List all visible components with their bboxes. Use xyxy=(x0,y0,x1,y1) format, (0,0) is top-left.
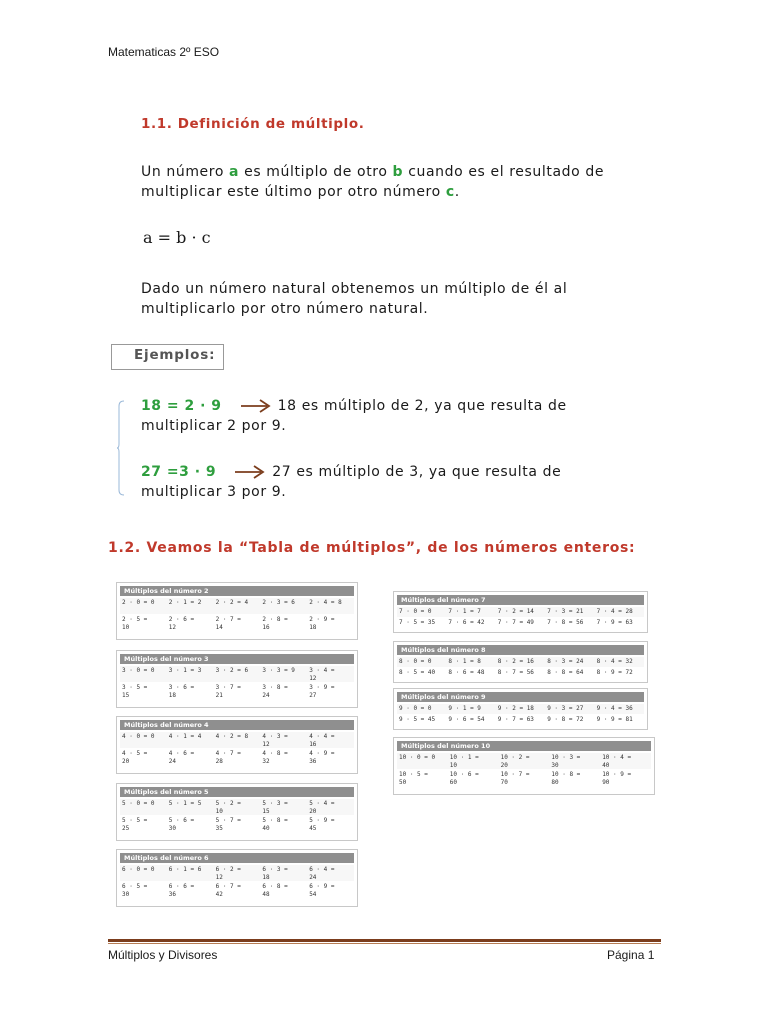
table-cell: 10 · 4 = 40 xyxy=(600,753,651,770)
table-cell: 10 · 3 = 30 xyxy=(549,753,600,770)
example-text-2: 27 es múltiplo de 3, ya que resulta de xyxy=(272,464,562,480)
multiples-table-5 xyxy=(116,783,358,841)
table-cell: 10 · 0 = 0 xyxy=(397,753,448,770)
table-cell: 6 · 5 = 30 xyxy=(120,882,167,899)
table-cell: 4 · 0 = 0 xyxy=(120,732,167,749)
table-cell: 9 · 2 = 18 xyxy=(496,704,545,715)
table-cell: 4 · 4 = 16 xyxy=(307,732,354,749)
table-cell: 5 · 0 = 0 xyxy=(120,799,167,816)
section-title-definition: 1.1. Definición de múltiplo. xyxy=(141,116,365,132)
arrow-right-icon xyxy=(235,465,265,479)
table-cell: 5 · 5 = 25 xyxy=(120,816,167,833)
table-cell: 9 · 1 = 9 xyxy=(446,704,495,715)
multiples-table-10 xyxy=(393,737,655,795)
table-title: Múltiplos del número 2 xyxy=(120,586,354,596)
table-cell: 2 · 2 = 4 xyxy=(214,598,261,615)
formula: a = b · c xyxy=(143,228,211,247)
table-cell: 10 · 8 = 80 xyxy=(549,770,600,787)
definition-text-1: Un número xyxy=(141,164,230,180)
table-cell: 3 · 6 = 18 xyxy=(167,683,214,700)
table-cell: 3 · 3 = 9 xyxy=(260,666,307,683)
table-cell: 2 · 9 = 18 xyxy=(307,615,354,632)
multiples-table-7 xyxy=(393,591,648,633)
table-cell: 2 · 6 = 12 xyxy=(167,615,214,632)
table-cell: 10 · 6 = 60 xyxy=(448,770,499,787)
table-cell: 4 · 3 = 12 xyxy=(260,732,307,749)
example-equation-1: 18 = 2 · 9 xyxy=(141,398,222,414)
table-cell: 6 · 6 = 36 xyxy=(167,882,214,899)
table-title: Múltiplos del número 9 xyxy=(397,692,644,702)
table-cell: 2 · 1 = 2 xyxy=(167,598,214,615)
multiples-table-3 xyxy=(116,650,358,708)
table-cell: 8 · 7 = 56 xyxy=(496,668,545,679)
table-cell: 7 · 1 = 7 xyxy=(446,607,495,618)
table-cell: 8 · 8 = 64 xyxy=(545,668,594,679)
table-cell: 2 · 3 = 6 xyxy=(260,598,307,615)
natural-number-paragraph: Dado un número natural obtenemos un múltiplo de él al multiplicarlo por otro número natural. xyxy=(141,281,568,317)
table-cell: 2 · 0 = 0 xyxy=(120,598,167,615)
multiples-table-2 xyxy=(116,582,358,640)
table-cell: 3 · 8 = 24 xyxy=(260,683,307,700)
table-cell: 9 · 4 = 36 xyxy=(595,704,644,715)
table-cell: 3 · 5 = 15 xyxy=(120,683,167,700)
table-cell: 5 · 6 = 30 xyxy=(167,816,214,833)
table-cell: 7 · 9 = 63 xyxy=(595,618,644,629)
table-cell: 5 · 2 = 10 xyxy=(214,799,261,816)
example-item-1 xyxy=(141,396,661,436)
example-equation-2: 27 =3 · 9 xyxy=(141,464,217,480)
example-item-2 xyxy=(141,462,661,502)
table-title: Múltiplos del número 6 xyxy=(120,853,354,863)
examples-label: Ejemplos: xyxy=(134,347,216,363)
table-title: Múltiplos del número 7 xyxy=(397,595,644,605)
table-cell: 7 · 7 = 49 xyxy=(496,618,545,629)
table-cell: 7 · 0 = 0 xyxy=(397,607,446,618)
page-header: Matematicas 2º ESO xyxy=(108,45,220,59)
table-title: Múltiplos del número 3 xyxy=(120,654,354,664)
table-cell: 3 · 0 = 0 xyxy=(120,666,167,683)
table-cell: 8 · 9 = 72 xyxy=(595,668,644,679)
page-number: Página 1 xyxy=(607,948,655,962)
table-cell: 7 · 8 = 56 xyxy=(545,618,594,629)
table-cell: 3 · 2 = 6 xyxy=(214,666,261,683)
table-cell: 6 · 1 = 6 xyxy=(167,865,214,882)
table-cell: 10 · 9 = 90 xyxy=(600,770,651,787)
table-cell: 4 · 7 = 28 xyxy=(214,749,261,766)
table-cell: 4 · 6 = 24 xyxy=(167,749,214,766)
table-cell: 8 · 3 = 24 xyxy=(545,657,594,668)
table-cell: 10 · 2 = 20 xyxy=(499,753,550,770)
table-cell: 8 · 0 = 0 xyxy=(397,657,446,668)
table-cell: 2 · 5 = 10 xyxy=(120,615,167,632)
table-cell: 5 · 8 = 40 xyxy=(260,816,307,833)
multiples-table-8 xyxy=(393,641,648,683)
table-cell: 8 · 5 = 40 xyxy=(397,668,446,679)
table-cell: 4 · 9 = 36 xyxy=(307,749,354,766)
table-cell: 9 · 6 = 54 xyxy=(446,715,495,726)
table-cell: 6 · 7 = 42 xyxy=(214,882,261,899)
table-cell: 6 · 8 = 48 xyxy=(260,882,307,899)
table-cell: 3 · 1 = 3 xyxy=(167,666,214,683)
table-cell: 9 · 7 = 63 xyxy=(496,715,545,726)
table-cell: 4 · 1 = 4 xyxy=(167,732,214,749)
section-title-multiples-table: 1.2. Veamos la “Tabla de múltiplos”, de los números enteros: xyxy=(108,540,636,556)
table-cell: 5 · 3 = 15 xyxy=(260,799,307,816)
table-cell: 8 · 6 = 48 xyxy=(446,668,495,679)
table-cell: 3 · 7 = 21 xyxy=(214,683,261,700)
table-cell: 6 · 2 = 12 xyxy=(214,865,261,882)
table-cell: 2 · 7 = 14 xyxy=(214,615,261,632)
table-cell: 5 · 4 = 20 xyxy=(307,799,354,816)
definition-text-3: cuando es el resultado de multiplicar este último por otro número xyxy=(141,164,605,200)
table-cell: 5 · 9 = 45 xyxy=(307,816,354,833)
variable-b: b xyxy=(392,164,404,180)
table-cell: 9 · 3 = 27 xyxy=(545,704,594,715)
definition-text-4: . xyxy=(454,184,460,200)
table-cell: 10 · 7 = 70 xyxy=(499,770,550,787)
table-cell: 7 · 2 = 14 xyxy=(496,607,545,618)
table-title: Múltiplos del número 8 xyxy=(397,645,644,655)
table-cell: 10 · 1 = 10 xyxy=(448,753,499,770)
table-cell: 7 · 3 = 21 xyxy=(545,607,594,618)
multiples-table-6 xyxy=(116,849,358,907)
table-cell: 7 · 4 = 28 xyxy=(595,607,644,618)
table-title: Múltiplos del número 4 xyxy=(120,720,354,730)
table-cell: 6 · 9 = 54 xyxy=(307,882,354,899)
table-cell: 9 · 9 = 81 xyxy=(595,715,644,726)
example-continuation-1: multiplicar 2 por 9. xyxy=(141,418,287,434)
table-cell: 5 · 7 = 35 xyxy=(214,816,261,833)
examples-brace xyxy=(117,400,125,496)
table-cell: 9 · 5 = 45 xyxy=(397,715,446,726)
table-cell: 7 · 6 = 42 xyxy=(446,618,495,629)
arrow-right-icon xyxy=(241,399,271,413)
variable-a: a xyxy=(229,164,240,180)
definition-paragraph xyxy=(141,162,661,202)
table-cell: 3 · 9 = 27 xyxy=(307,683,354,700)
table-cell: 4 · 2 = 8 xyxy=(214,732,261,749)
table-cell: 10 · 5 = 50 xyxy=(397,770,448,787)
table-cell: 8 · 2 = 16 xyxy=(496,657,545,668)
table-cell: 9 · 8 = 72 xyxy=(545,715,594,726)
variable-c: c xyxy=(445,184,455,200)
table-cell: 6 · 3 = 18 xyxy=(260,865,307,882)
footer-title: Múltiplos y Divisores xyxy=(108,948,218,962)
definition-text-2: es múltiplo de otro xyxy=(239,164,393,180)
footer-rule-thin xyxy=(108,943,661,944)
table-cell: 8 · 4 = 32 xyxy=(595,657,644,668)
table-cell: 9 · 0 = 0 xyxy=(397,704,446,715)
table-cell: 3 · 4 = 12 xyxy=(307,666,354,683)
multiples-table-4 xyxy=(116,716,358,774)
table-cell: 8 · 1 = 8 xyxy=(446,657,495,668)
multiples-table-9 xyxy=(393,688,648,730)
table-cell: 4 · 5 = 20 xyxy=(120,749,167,766)
example-continuation-2: multiplicar 3 por 9. xyxy=(141,484,287,500)
example-text-1: 18 es múltiplo de 2, ya que resulta de xyxy=(277,398,567,414)
table-cell: 2 · 8 = 16 xyxy=(260,615,307,632)
table-cell: 5 · 1 = 5 xyxy=(167,799,214,816)
footer-rule xyxy=(108,939,661,942)
table-cell: 7 · 5 = 35 xyxy=(397,618,446,629)
table-cell: 4 · 8 = 32 xyxy=(260,749,307,766)
table-title: Múltiplos del número 5 xyxy=(120,787,354,797)
table-title: Múltiplos del número 10 xyxy=(397,741,651,751)
table-cell: 6 · 4 = 24 xyxy=(307,865,354,882)
table-cell: 2 · 4 = 8 xyxy=(307,598,354,615)
table-cell: 6 · 0 = 0 xyxy=(120,865,167,882)
